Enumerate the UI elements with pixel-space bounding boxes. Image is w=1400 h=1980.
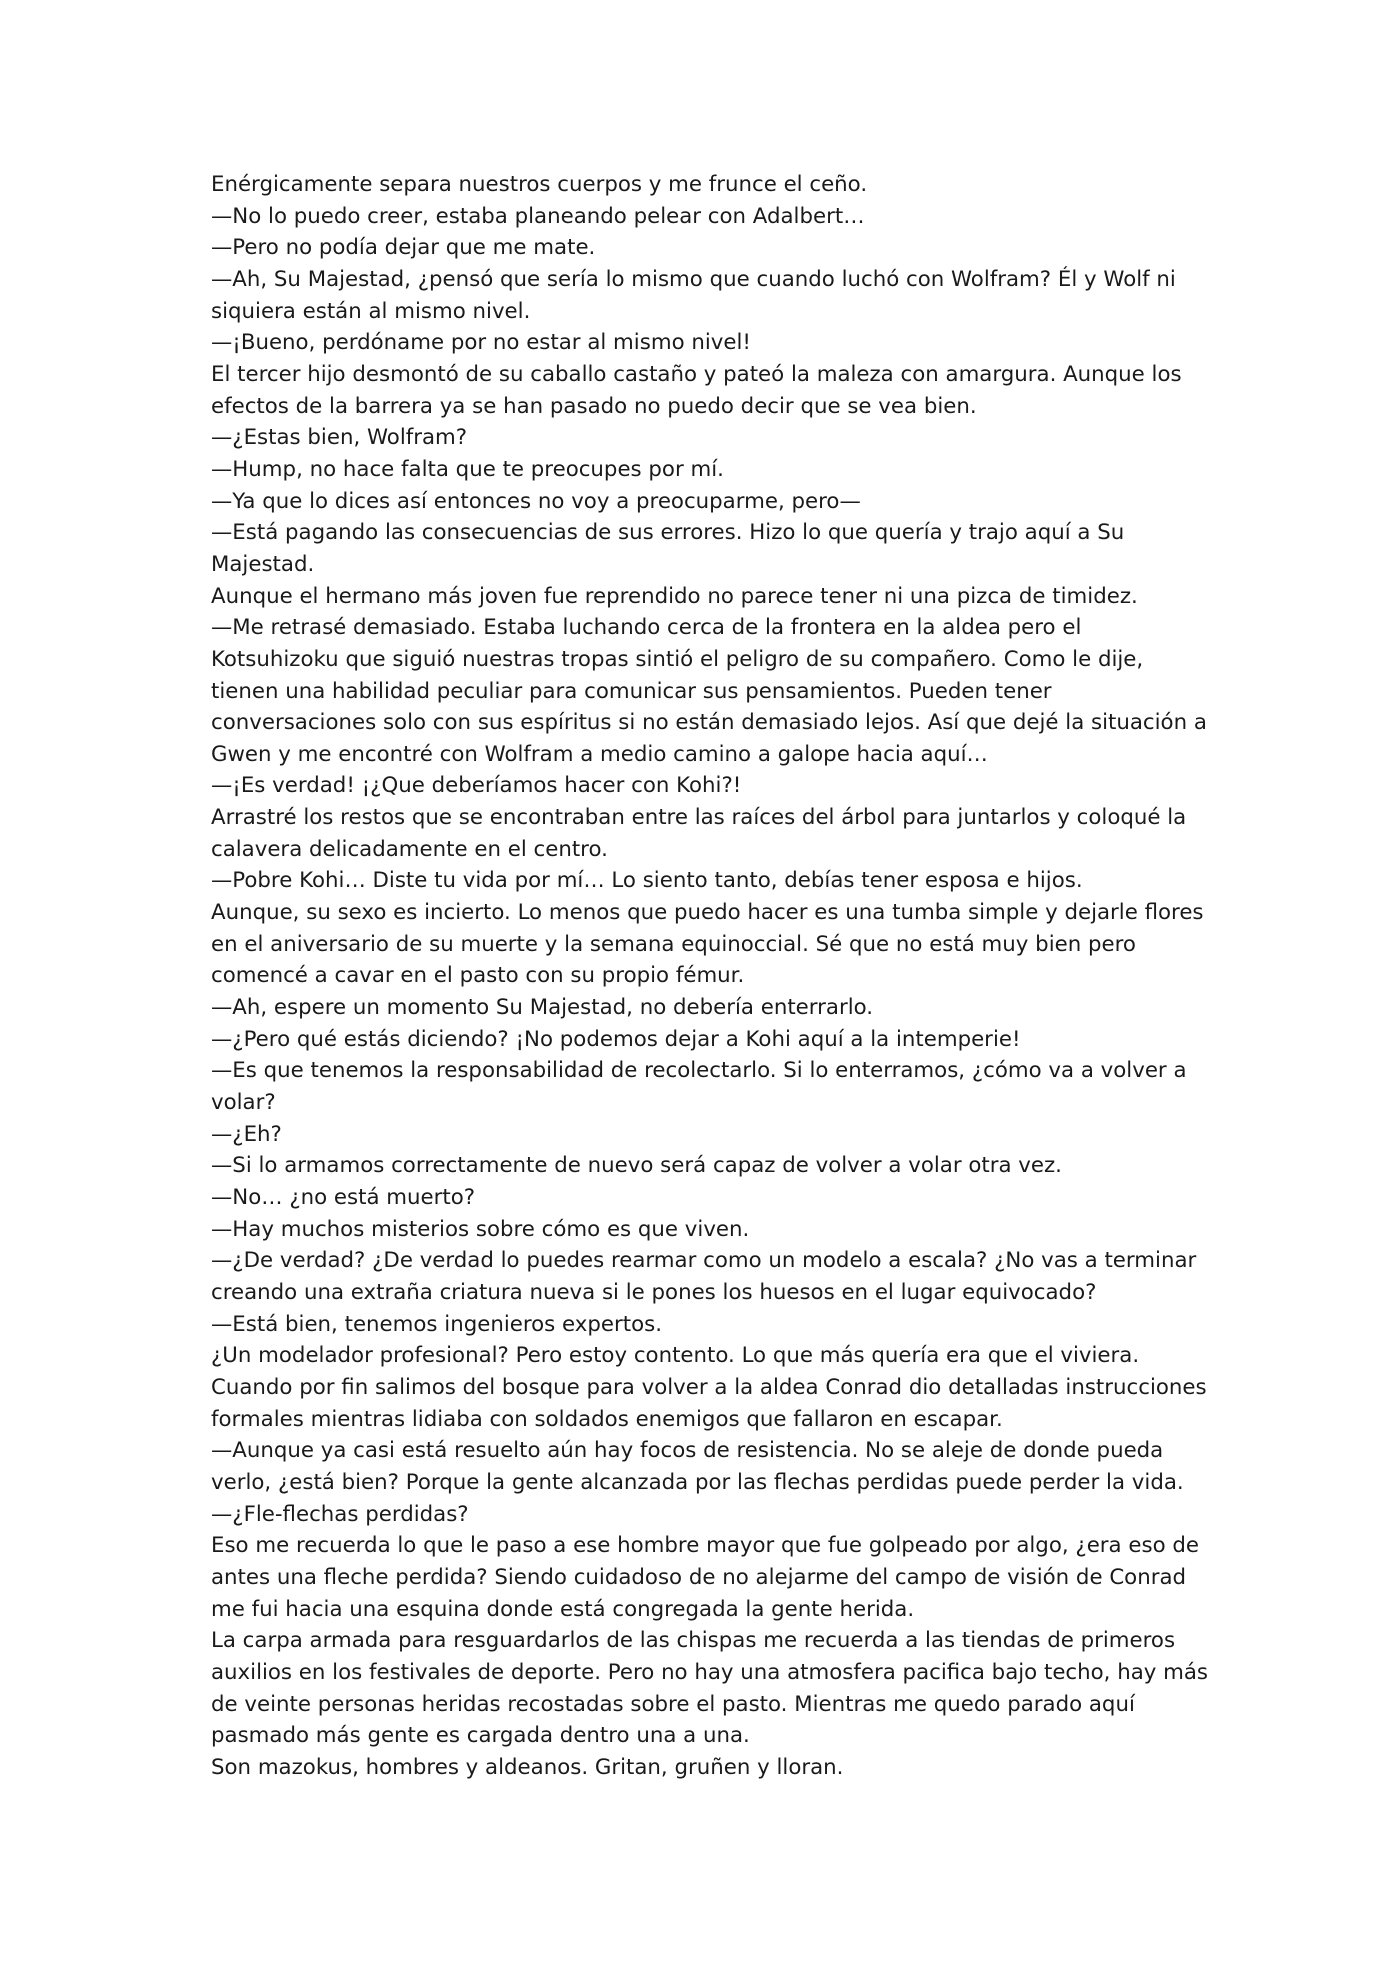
text-line: —Está pagando las consecuencias de sus errores. Hizo lo que quería y trajo aquí a Su [211, 520, 1125, 546]
text-line: siquiera están al mismo nivel. [211, 298, 531, 324]
text-line: me fui hacia una esquina donde está congregada la gente herida. [211, 1596, 915, 1622]
text-line: Arrastré los restos que se encontraban entre las raíces del árbol para juntarlos y coloqué la [211, 805, 1187, 831]
text-line: —No… ¿no está muerto? [211, 1185, 476, 1210]
text-line: creando una extraña criatura nueva si le pones los huesos en el lugar equivocado? [211, 1279, 1097, 1305]
text-line: calavera delicadamente en el centro. [211, 836, 608, 862]
text-line: El tercer hijo desmontó de su caballo castaño y pateó la maleza con amargura. Aunque los [211, 361, 1182, 387]
text-line: de veinte personas heridas recostadas sobre el pasto. Mientras me quedo parado aquí [211, 1691, 1135, 1717]
text-line: —Pobre Kohi… Diste tu vida por mí… Lo siento tanto, debías tener esposa e hijos. [211, 868, 1083, 894]
text-line: auxilios en los festivales de deporte. Pero no hay una atmosfera pacifica bajo techo, hay más [211, 1659, 1209, 1685]
text-line: —¿Eh? [211, 1121, 282, 1147]
text-line: Cuando por fin salimos del bosque para volver a la aldea Conrad dio detalladas instrucciones [211, 1374, 1207, 1400]
text-line: pasmado más gente es cargada dentro una a una. [211, 1723, 750, 1749]
text-line: Majestad. [211, 551, 315, 577]
text-line: tienen una habilidad peculiar para comunicar sus pensamientos. Pueden tener [211, 678, 1052, 704]
text-line: —Me retrasé demasiado. Estaba luchando cerca de la frontera en la aldea pero el [211, 615, 1082, 641]
text-line: —Si lo armamos correctamente de nuevo será capaz de volver a volar otra vez. [211, 1153, 1062, 1179]
text-line: —No lo puedo creer, estaba planeando pelear con Adalbert… [211, 203, 865, 229]
text-line: Eso me recuerda lo que le paso a ese hombre mayor que fue golpeado por algo, ¿era eso de [211, 1533, 1199, 1559]
text-line: —¡Bueno, perdóname por no estar al mismo nivel! [211, 330, 751, 356]
text-line: ¿Un modelador profesional? Pero estoy contento. Lo que más quería era que el viviera. [211, 1343, 1140, 1369]
document-body [211, 169, 1211, 1783]
text-line: —Es que tenemos la responsabilidad de recolectarlo. Si lo enterramos, ¿cómo va a volver a [211, 1058, 1187, 1084]
text-line: conversaciones solo con sus espíritus si no están demasiado lejos. Así que dejé la situación a [211, 710, 1207, 736]
text-line: Gwen y me encontré con Wolfram a medio camino a galope hacia aquí… [211, 741, 988, 767]
text-line: verlo, ¿está bien? Porque la gente alcanzada por las flechas perdidas puede perder la vida. [211, 1469, 1184, 1495]
text-line: —Ah, espere un momento Su Majestad, no debería enterrarlo. [211, 995, 874, 1021]
text-line: —Hump, no hace falta que te preocupes por mí. [211, 456, 724, 482]
text-line: —Hay muchos misterios sobre cómo es que viven. [211, 1216, 750, 1242]
text-line: Enérgicamente separa nuestros cuerpos y me frunce el ceño. [211, 172, 868, 197]
text-line: volar? [211, 1090, 276, 1116]
text-line: —¡Es verdad! ¡¿Que deberíamos hacer con Kohi?! [211, 773, 742, 799]
text-line: Aunque el hermano más joven fue reprendido no parece tener ni una pizca de timidez. [211, 583, 1138, 609]
text-line: Aunque, su sexo es incierto. Lo menos que puedo hacer es una tumba simple y dejarle flores [211, 900, 1204, 926]
text-line: en el aniversario de su muerte y la semana equinoccial. Sé que no está muy bien pero [211, 931, 1136, 957]
text-line: efectos de la barrera ya se han pasado no puedo decir que se vea bien. [211, 393, 977, 419]
text-line: Son mazokus, hombres y aldeanos. Gritan, gruñen y lloran. [211, 1754, 844, 1780]
text-line: —¿Fle-flechas perdidas? [211, 1501, 469, 1527]
text-line: —Ya que lo dices así entonces no voy a preocuparme, pero— [211, 488, 861, 514]
text-line: formales mientras lidiaba con soldados enemigos que fallaron en escapar. [211, 1406, 1003, 1432]
text-line: Kotsuhizoku que siguió nuestras tropas sintió el peligro de su compañero. Como le dije, [211, 646, 1144, 672]
text-line: —Está bien, tenemos ingenieros expertos. [211, 1311, 662, 1337]
text-line: antes una fleche perdida? Siendo cuidadoso de no alejarme del campo de visión de Conrad [211, 1564, 1187, 1590]
text-line: —Ah, Su Majestad, ¿pensó que sería lo mismo que cuando luchó con Wolfram? Él y Wolf ni [211, 266, 1176, 292]
text-line: comencé a cavar en el pasto con su propio fémur. [211, 963, 745, 989]
text-line: —¿Estas bien, Wolfram? [211, 425, 468, 451]
text-line: —¿De verdad? ¿De verdad lo puedes rearmar como un modelo a escala? ¿No vas a terminar [211, 1248, 1197, 1274]
text-line: —¿Pero qué estás diciendo? ¡No podemos dejar a Kohi aquí a la intemperie! [211, 1026, 1021, 1052]
text-line: —Pero no podía dejar que me mate. [211, 235, 596, 261]
text-line: La carpa armada para resguardarlos de las chispas me recuerda a las tiendas de primeros [211, 1628, 1176, 1654]
text-line: —Aunque ya casi está resuelto aún hay focos de resistencia. No se aleje de donde pueda [211, 1438, 1164, 1464]
